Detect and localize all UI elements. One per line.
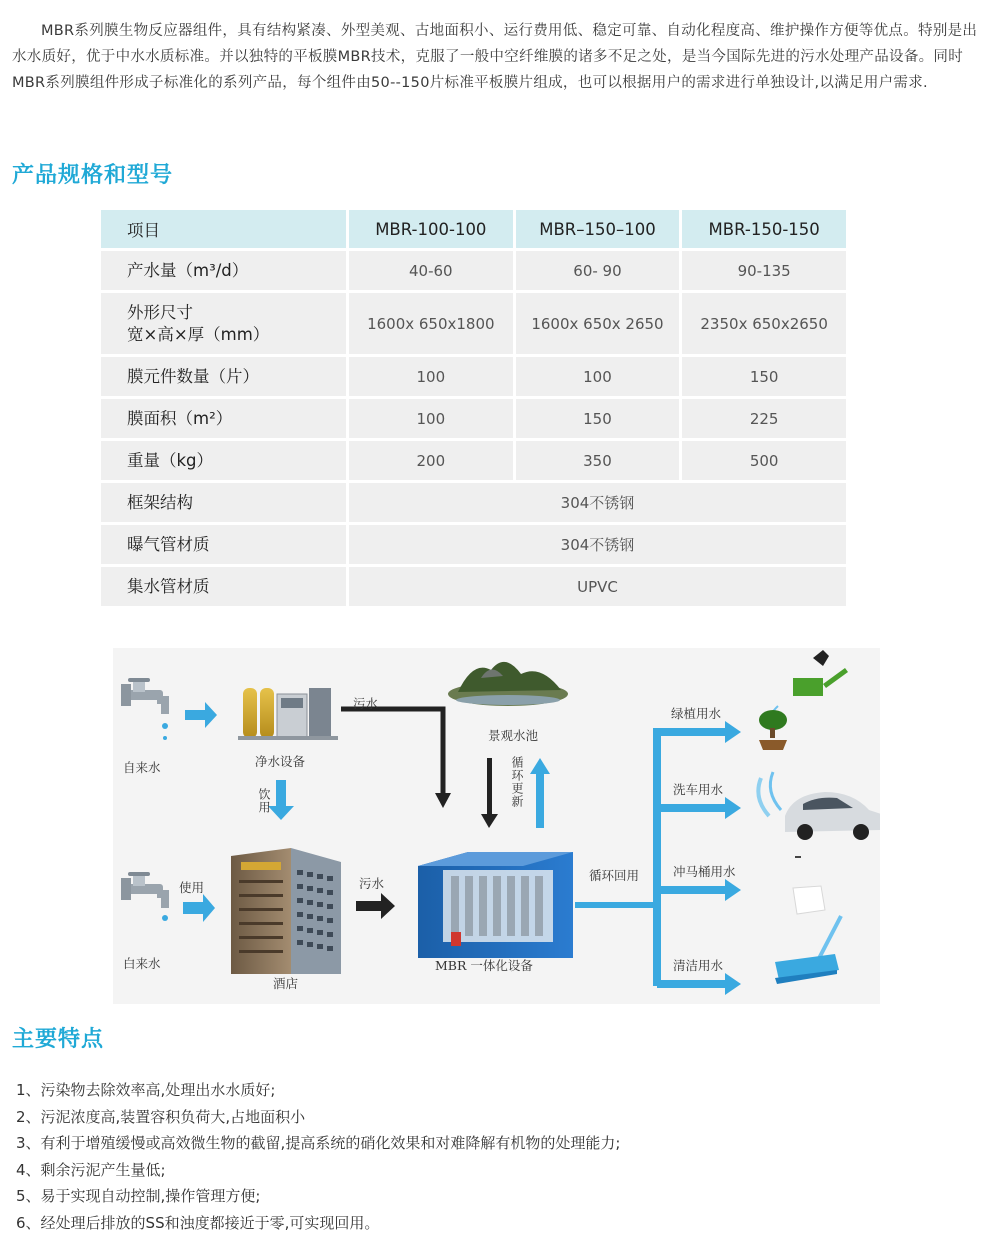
- faucet-icon: [121, 872, 169, 921]
- merged-value-cell: 304不锈钢: [349, 483, 846, 522]
- row-label-cell: [101, 525, 346, 564]
- recycle-refresh-label: 循环更新: [510, 756, 524, 808]
- arrow-right-icon: [356, 893, 395, 919]
- row-label-text: 外形尺寸: [127, 302, 193, 322]
- recycle-use-label: 循环回用: [589, 868, 640, 883]
- recycle-down-line: [487, 758, 492, 816]
- row-label-text: 重量（kg）: [127, 450, 214, 470]
- tap-water-label: 自来水: [123, 760, 161, 775]
- hotel-building-icon: [231, 848, 341, 974]
- feature-item: 4、剩余污泥产生量低;: [16, 1160, 166, 1179]
- recycle-main-line: [575, 902, 659, 908]
- table-row: [101, 293, 846, 354]
- spec-table-header-row: [101, 210, 846, 248]
- green-water-label: 绿植用水: [671, 706, 722, 721]
- mbr-unit-label: MBR 一体化设备: [435, 958, 533, 973]
- value-cell: 150: [682, 357, 846, 396]
- mop-icon: [775, 916, 841, 984]
- header-model-cell: MBR-150-150: [682, 210, 846, 248]
- arrow-up-icon: [530, 758, 550, 774]
- use-label: 使用: [179, 880, 205, 895]
- value-cell: 60- 90: [516, 251, 680, 290]
- value-cell: 1600x 650x 2650: [516, 293, 680, 354]
- merged-value-cell: UPVC: [349, 567, 846, 606]
- arrow-down-icon: [481, 814, 498, 828]
- recycle-up-line: [536, 772, 544, 828]
- landscape-pond-icon: [448, 662, 568, 706]
- sewage-2-label: 污水: [359, 876, 385, 891]
- table-row: [101, 525, 846, 564]
- mbr-unit-icon: [418, 852, 573, 958]
- feature-item: 3、有利于增殖缓慢或高效微生物的截留,提高系统的硝化效果和对难降解有机物的处理能力;: [16, 1134, 621, 1152]
- row-label-text: 集水管材质: [127, 576, 210, 596]
- row-label-cell: [101, 399, 346, 438]
- arrow-right-icon: [657, 973, 741, 995]
- value-cell: 350: [516, 441, 680, 480]
- faucet-icon: [121, 678, 169, 740]
- value-cell: 150: [516, 399, 680, 438]
- value-cell: 100: [349, 399, 513, 438]
- value-cell: 200: [349, 441, 513, 480]
- row-label-text: 宽×高×厚（mm）: [127, 324, 270, 344]
- table-row: [101, 399, 846, 438]
- purifier-label: 净水设备: [255, 754, 306, 769]
- header-model-cell: MBR-100-100: [349, 210, 513, 248]
- value-cell: 1600x 650x1800: [349, 293, 513, 354]
- car-icon: [758, 772, 880, 840]
- table-row: [101, 251, 846, 290]
- tap-water-2-label: 白来水: [123, 956, 161, 971]
- row-label-cell: [101, 251, 346, 290]
- arrow-right-icon: [657, 721, 741, 743]
- header-model-cell: MBR–150–100: [516, 210, 680, 248]
- value-cell: 2350x 650x2650: [682, 293, 846, 354]
- process-flow-diagram: [113, 648, 880, 1004]
- pond-label: 景观水池: [488, 728, 539, 743]
- value-cell: 90-135: [682, 251, 846, 290]
- purifier-icon: [238, 688, 338, 740]
- feature-item: 1、污染物去除效率高,处理出水水质好;: [16, 1081, 276, 1099]
- merged-value-cell: 304不锈钢: [349, 525, 846, 564]
- row-label-text: 框架结构: [127, 492, 193, 512]
- features-list: [16, 1077, 620, 1236]
- row-label-cell: [101, 441, 346, 480]
- table-row: [101, 441, 846, 480]
- sewage-flow-line: [341, 709, 443, 796]
- arrow-right-icon: [185, 702, 217, 728]
- row-label-text: 膜面积（m²）: [127, 408, 233, 428]
- arrow-right-icon: [657, 797, 741, 819]
- feature-item: 6、经处理后排放的SS和浊度都接近于零,可实现回用。: [16, 1213, 380, 1232]
- value-cell: 100: [349, 357, 513, 396]
- row-label-text: 产水量（m³/d）: [127, 260, 249, 280]
- table-row: [101, 357, 846, 396]
- value-cell: 225: [682, 399, 846, 438]
- feature-item: 5、易于实现自动控制,操作管理方便;: [16, 1187, 261, 1205]
- toilet-water-label: 冲马桶用水: [673, 864, 736, 879]
- row-label-cell: [101, 357, 346, 396]
- intro-paragraph: MBR系列膜生物反应器组件，具有结构紧凑、外型美观、古地面积小、运行费用低、稳定可靠、自动化程度高、维护操作方便等优点。特别是出水水质好，优于中水水质标准。并以独特的平板膜MBR技术，克服了一般中空纤维膜的诸多不足之处，是当今国际先进的污水处理产品设备。同时MBR系列膜组件形成子标准化的系列产品，每个组件由50--150片标准平板膜片组成，也可以根据用户的需求进行单独设计,以满足用户需求.: [12, 23, 978, 91]
- cleaning-water-label: 清洁用水: [673, 958, 724, 973]
- car-wash-label: 洗车用水: [673, 782, 724, 797]
- value-cell: 100: [516, 357, 680, 396]
- spec-table: [98, 207, 849, 609]
- spec-section-title: 产品规格和型号: [12, 163, 174, 188]
- header-item-cell: 项目: [101, 210, 346, 248]
- row-label-cell: [101, 567, 346, 606]
- table-row: [101, 483, 846, 522]
- feature-item: 2、污泥浓度高,装置容积负荷大,占地面积小: [16, 1107, 306, 1126]
- sewage-label: 污水: [353, 696, 379, 711]
- value-cell: 40-60: [349, 251, 513, 290]
- row-label-cell: [101, 293, 346, 354]
- tissue-icon: [793, 886, 825, 914]
- table-row: [101, 567, 846, 606]
- arrow-down-icon: [435, 793, 451, 808]
- row-label-text: 膜元件数量（片）: [127, 366, 259, 386]
- flow-graphics: [113, 648, 880, 1004]
- plant-icon: [759, 710, 787, 750]
- features-section-title: 主要特点: [12, 1027, 105, 1052]
- row-label-cell: [101, 483, 346, 522]
- row-label-text: 曝气管材质: [127, 534, 210, 554]
- distribution-trunk: [653, 728, 661, 986]
- value-cell: 500: [682, 441, 846, 480]
- arrow-right-icon: [183, 894, 215, 922]
- arrow-right-icon: [657, 879, 741, 901]
- drink-label: 饮用: [257, 788, 271, 814]
- hotel-label: 酒店: [273, 976, 299, 991]
